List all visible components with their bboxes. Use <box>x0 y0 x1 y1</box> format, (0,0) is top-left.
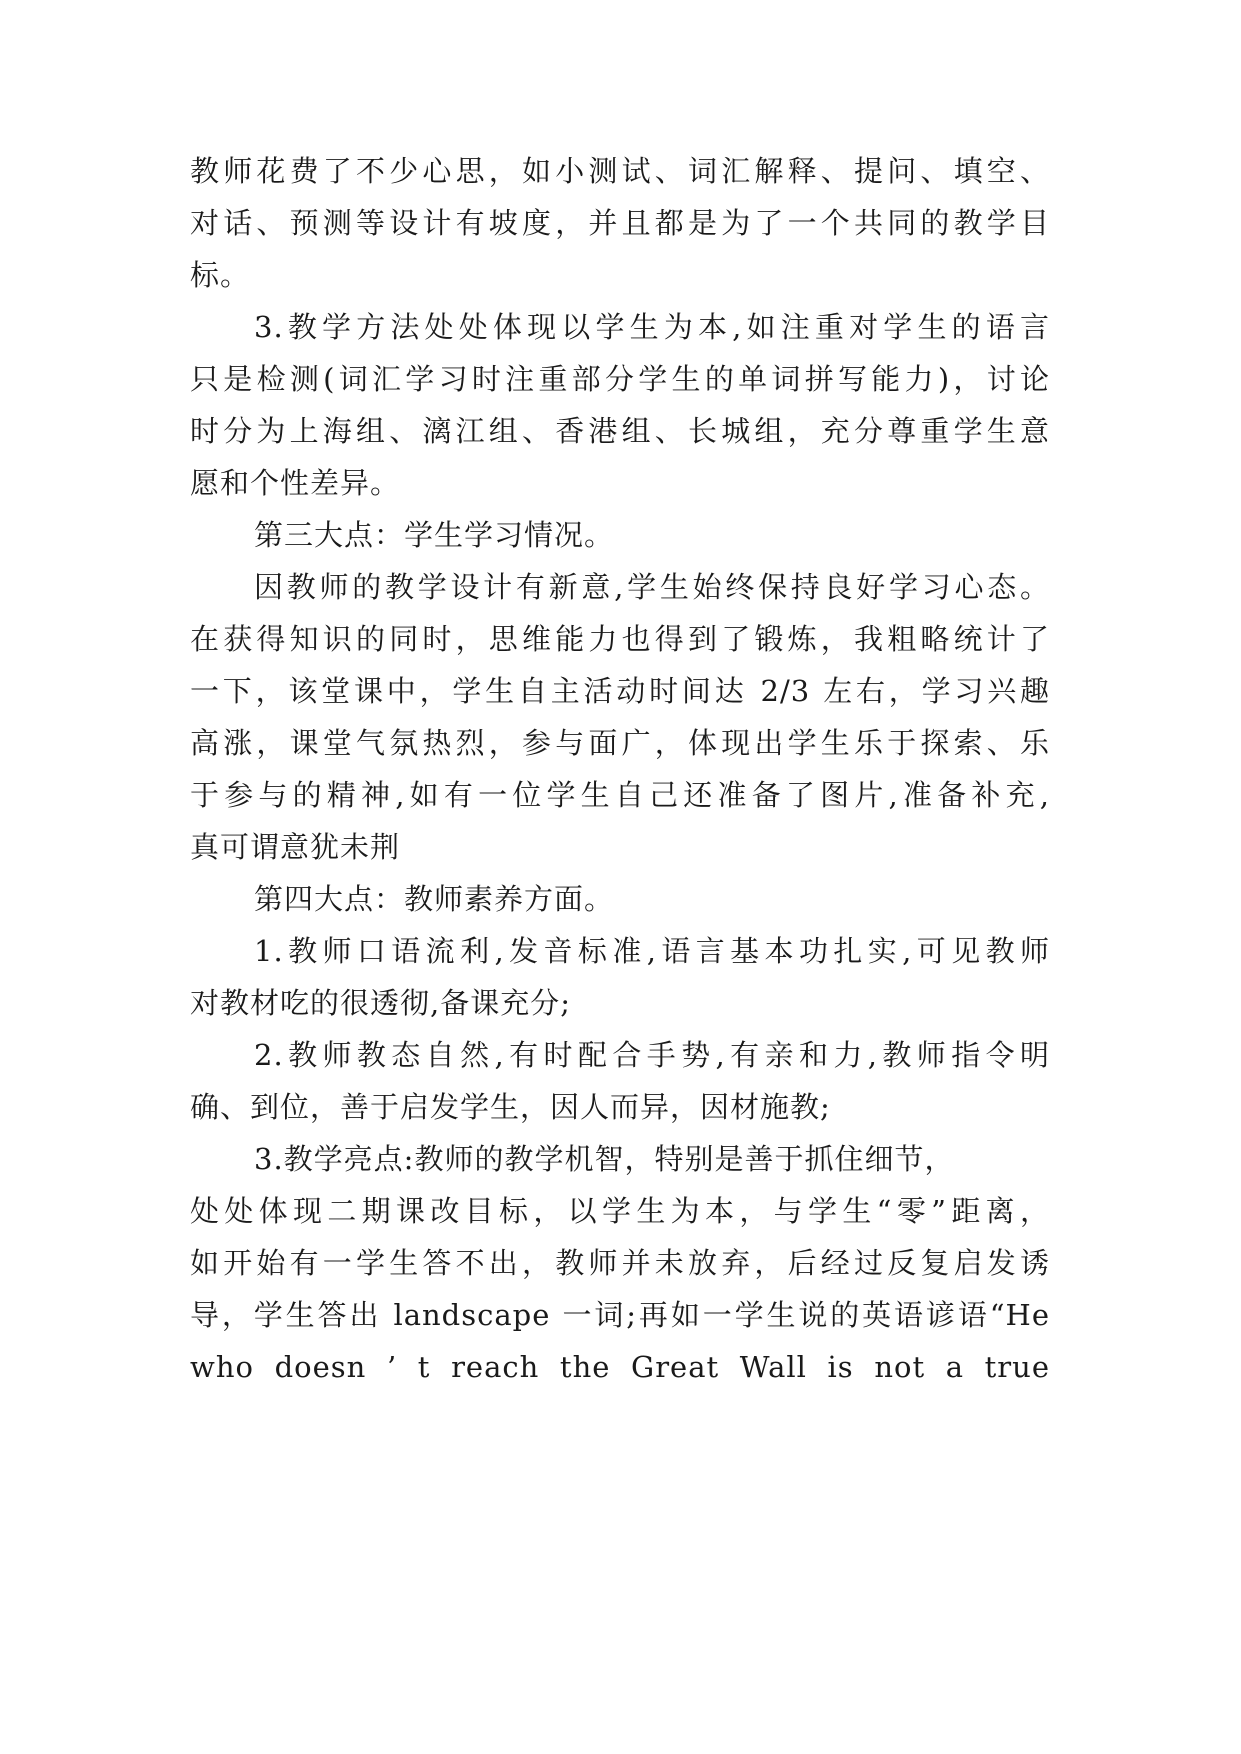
text-line: who doesn ’ t reach the Great Wall is not a true <box>190 1350 1050 1384</box>
text-line: 高涨，课堂气氛热烈，参与面广，体现出学生乐于探索、乐 <box>190 726 1050 760</box>
text-line: 3.教学亮点:教师的教学机智，特别是善于抓住细节， <box>254 1142 955 1176</box>
text-line: 于参与的精神,如有一位学生自己还准备了图片,准备补充, <box>190 778 1050 812</box>
text-line: 真可谓意犹未荆 <box>190 830 401 864</box>
text-line: 导，学生答出 landscape 一词;再如一学生说的英语谚语“He <box>190 1298 1050 1332</box>
text-line: 愿和个性差异。 <box>190 466 401 500</box>
text-line: 因教师的教学设计有新意,学生始终保持良好学习心态。 <box>254 570 1050 604</box>
text-line: 只是检测(词汇学习时注重部分学生的单词拼写能力)，讨论 <box>190 362 1050 396</box>
section-heading: 第四大点：教师素养方面。 <box>254 882 615 916</box>
text-line: 时分为上海组、漓江组、香港组、长城组，充分尊重学生意 <box>190 414 1050 448</box>
section-heading: 第三大点：学生学习情况。 <box>254 518 615 552</box>
text-line: 对话、预测等设计有坡度，并且都是为了一个共同的教学目 <box>190 206 1050 240</box>
text-line: 3.教学方法处处体现以学生为本,如注重对学生的语言 <box>254 310 1050 344</box>
text-line: 2.教师教态自然,有时配合手势,有亲和力,教师指令明 <box>254 1038 1050 1072</box>
text-line: 标。 <box>190 258 251 292</box>
text-line: 对教材吃的很透彻,备课充分; <box>190 986 571 1020</box>
text-line: 一下，该堂课中，学生自主活动时间达 2/3 左右，学习兴趣 <box>190 674 1050 708</box>
text-line: 在获得知识的同时，思维能力也得到了锻炼，我粗略统计了 <box>190 622 1050 656</box>
text-line: 确、到位，善于启发学生，因人而异，因材施教; <box>190 1090 831 1124</box>
text-line: 处处体现二期课改目标，以学生为本，与学生“零”距离， <box>190 1194 1050 1228</box>
text-line: 1.教师口语流利,发音标准,语言基本功扎实,可见教师 <box>254 934 1050 968</box>
text-line: 教师花费了不少心思，如小测试、词汇解释、提问、填空、 <box>190 154 1050 188</box>
text-line: 如开始有一学生答不出，教师并未放弃，后经过反复启发诱 <box>190 1246 1050 1280</box>
